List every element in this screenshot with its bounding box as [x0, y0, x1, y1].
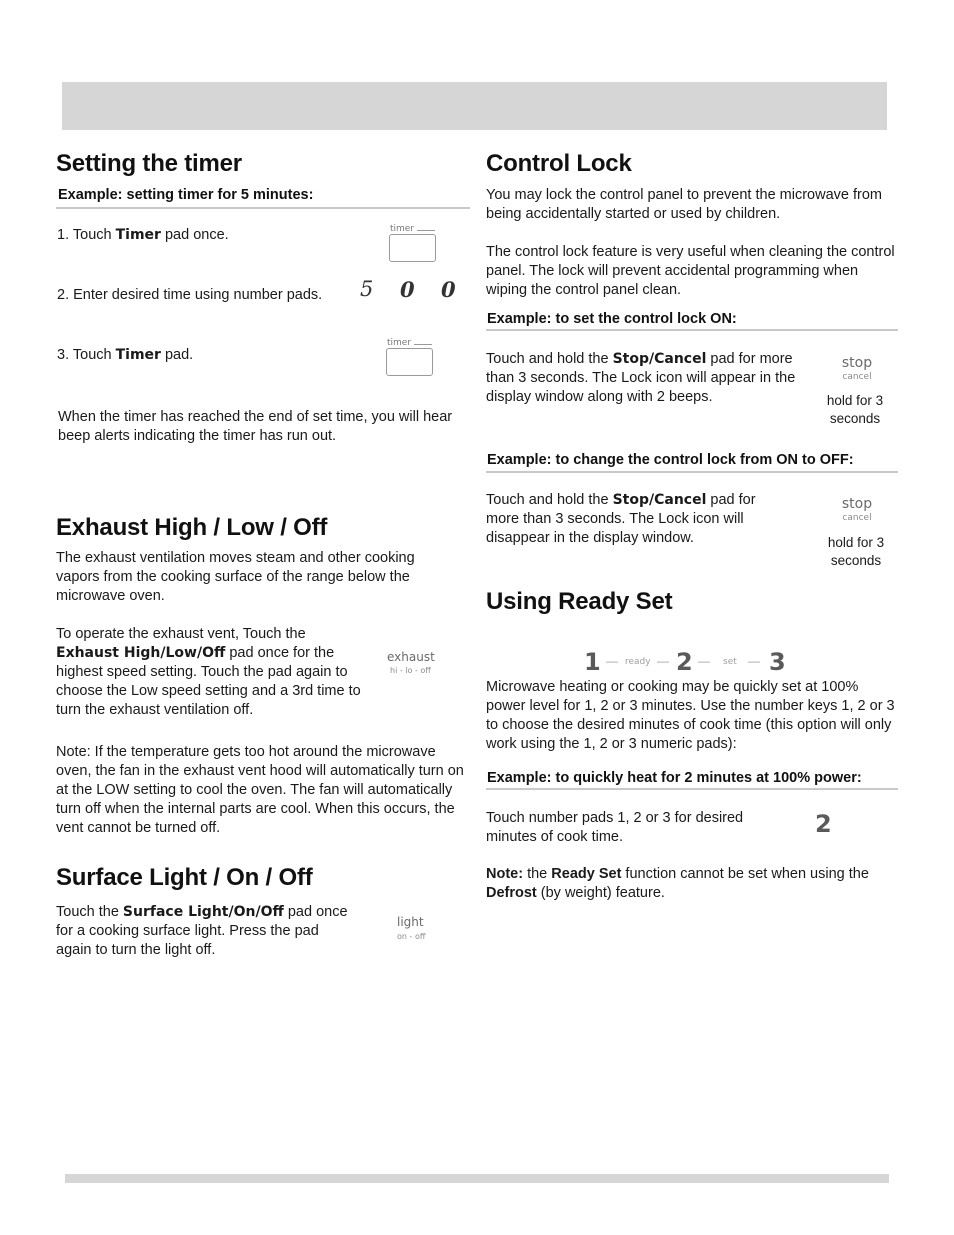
light-pad-sub: on - off	[397, 932, 426, 941]
exhaust-pad[interactable]	[384, 650, 444, 680]
lock-off-example-label: Example: to change the control lock from ON to OFF:	[487, 452, 854, 468]
timer-pad-line	[417, 230, 435, 231]
exhaust-operation: To operate the exhaust vent, Touch the Exhaust High/Low/Off pad once for the highest speed setting. Touch the pad again to choose the Low speed setting and a 3rd time to turn the exhaust ventilation off.	[56, 626, 361, 718]
lock-on-hold-text: hold for 3 seconds	[826, 393, 884, 426]
exhaust-heading: Exhaust High / Low / Off	[56, 514, 328, 541]
timer-pad-2-box	[386, 348, 433, 376]
stop-label: stop	[841, 355, 873, 371]
light-heading: Surface Light / On / Off	[56, 864, 313, 891]
cancel-label: cancel	[842, 372, 872, 382]
lock-on-divider	[486, 329, 898, 331]
exhaust-intro: The exhaust ventilation moves steam and other cooking vapors from the cooking surface of the range below the microwave oven.	[56, 550, 415, 604]
ready-set-sequence: 1 — ready — 2 — set — 3	[584, 648, 786, 676]
ready-heading: Using Ready Set	[486, 588, 673, 615]
lock-para-2: The control lock feature is very useful when cleaning the control panel. The lock will prevent accidental programming when wiping the control panel clean.	[486, 244, 895, 298]
digit-0-second: 0	[441, 277, 456, 302]
ready-note: Note: the Ready Set function cannot be set when using the Defrost (by weight) feature.	[486, 866, 869, 901]
exhaust-pad-label: exhaust	[387, 650, 435, 664]
digit-5: 5	[360, 277, 374, 301]
lock-off-text: Touch and hold the Stop/Cancel pad for more than 3 seconds. The Lock icon will disappear in the display window.	[486, 492, 756, 546]
header-band	[62, 82, 887, 130]
ready-divider	[486, 788, 898, 790]
light-pad[interactable]	[396, 915, 436, 945]
ready-num-1: 1	[584, 648, 601, 676]
timer-pad[interactable]	[389, 224, 437, 262]
footer-band	[65, 1174, 889, 1183]
light-pad-label: light	[397, 915, 424, 929]
timer-pad-2-label: timer	[387, 338, 412, 348]
lock-on-text: Touch and hold the Stop/Cancel pad for more than 3 seconds. The Lock icon will appear in the display window along with 2 beeps.	[486, 351, 796, 405]
timer-digit-display	[360, 277, 460, 305]
ready-word: ready	[625, 657, 651, 667]
timer-pad-2-line	[414, 344, 432, 345]
lock-off-hold-text: hold for 3 seconds	[827, 535, 885, 568]
timer-divider	[56, 207, 470, 209]
ready-num-2: 2	[676, 648, 693, 676]
digit-0-first: 0	[400, 277, 415, 302]
exhaust-note: Note: If the temperature gets too hot around the microwave oven, the fan in the exhaust vent hood will automatically turn on at the LOW setting to cool the oven. The fan will automatically turn off when the internal parts are cool. When this occurs, the vent cannot be turned off.	[56, 744, 464, 836]
ready-example-label: Example: to quickly heat for 2 minutes at 100% power:	[487, 770, 862, 786]
cancel-label-2: cancel	[842, 513, 872, 523]
lock-off-divider	[486, 471, 898, 473]
set-word: set	[723, 657, 737, 667]
lock-on-example-label: Example: to set the control lock ON:	[487, 311, 737, 327]
timer-pad-box	[389, 234, 436, 262]
ready-description: Microwave heating or cooking may be quickly set at 100% power level for 1, 2 or 3 minutes. Use the number keys 1, 2 or 3 to choose the desired minutes of cook time (this option will only work using the 1, 2 or 3 numeric pads):	[486, 679, 895, 752]
timer-pad-label: timer	[390, 224, 415, 234]
timer-step-1: 1. Touch Timer pad once.	[57, 227, 229, 243]
exhaust-pad-sub: hi - lo - off	[390, 666, 431, 675]
lock-on-stop-pad[interactable]	[822, 355, 892, 385]
stop-label-2: stop	[841, 496, 873, 512]
ready-touch-text: Touch number pads 1, 2 or 3 for desired minutes of cook time.	[486, 810, 744, 845]
timer-pad-2[interactable]	[386, 338, 434, 376]
ready-num-3: 3	[769, 648, 786, 676]
timer-step-3: 3. Touch Timer pad.	[57, 347, 194, 363]
timer-step-2: 2. Enter desired time using number pads.	[57, 287, 323, 303]
lock-off-stop-pad[interactable]	[822, 496, 892, 526]
lock-para-1: You may lock the control panel to prevent the microwave from being accidentally started or used by children.	[486, 187, 882, 222]
ready-digit-2: 2	[815, 810, 832, 838]
timer-example-label: Example: setting timer for 5 minutes:	[58, 187, 314, 203]
light-text: Touch the Surface Light/On/Off pad once for a cooking surface light. Press the pad again to turn the light off.	[56, 904, 348, 958]
timer-end-note: When the timer has reached the end of set time, you will hear beep alerts indicating the timer has run out.	[58, 409, 453, 444]
timer-heading: Setting the timer	[56, 150, 242, 177]
lock-heading: Control Lock	[486, 150, 632, 177]
